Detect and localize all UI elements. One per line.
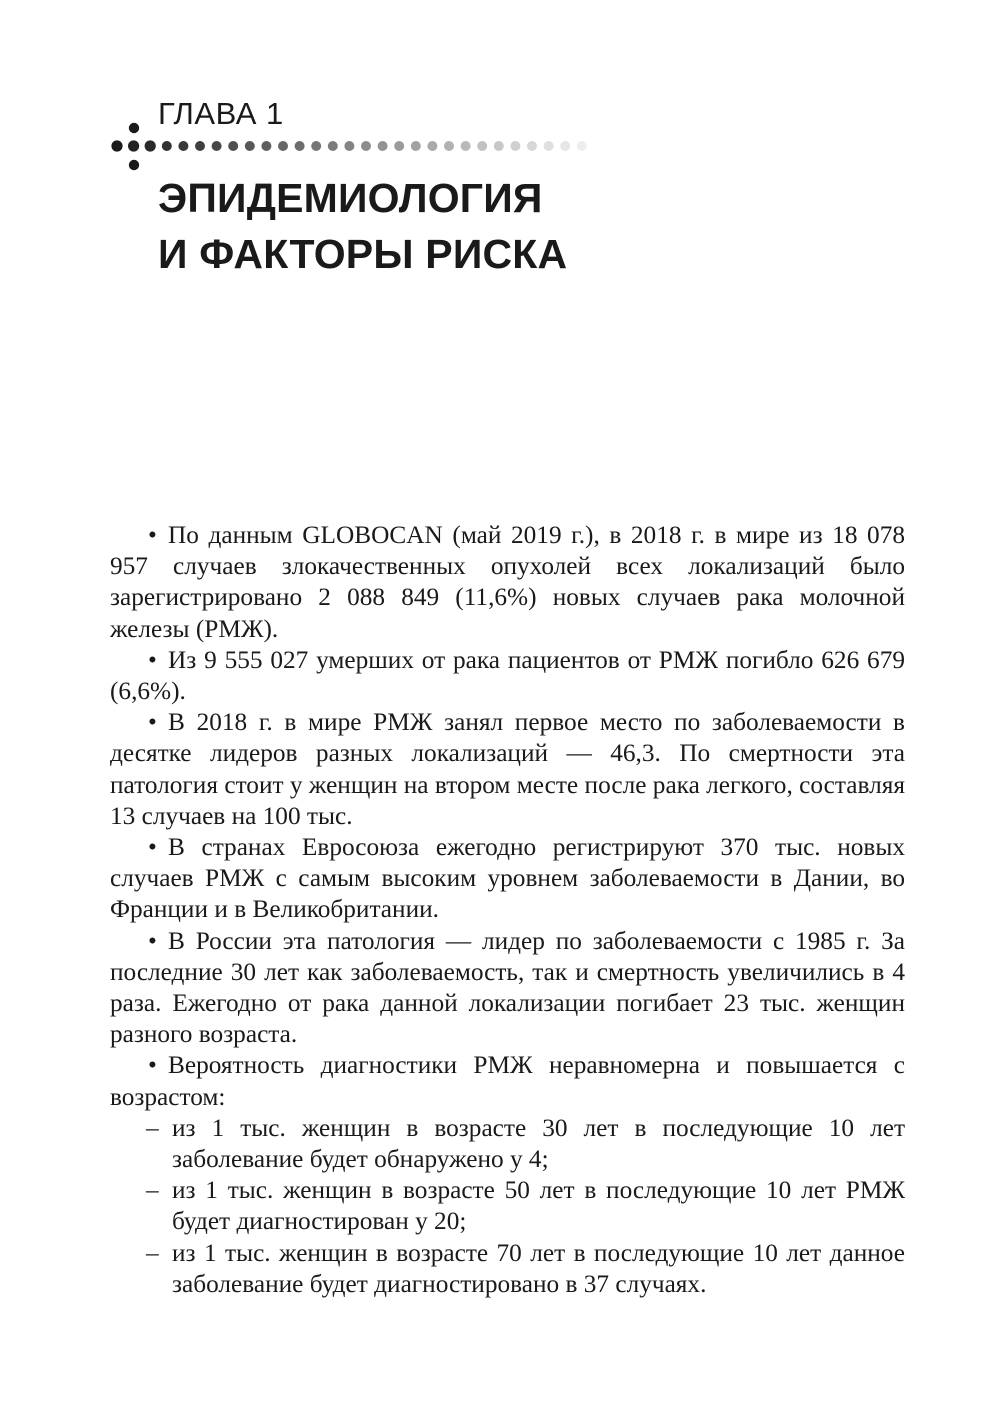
- ornament-dot: [394, 141, 404, 151]
- ornament-dot: [129, 123, 139, 133]
- dash-marker: –: [146, 1176, 159, 1205]
- ornament-dot: [378, 141, 388, 151]
- ornament-dot: [311, 141, 321, 151]
- ornament-dot: [129, 160, 139, 170]
- chapter-title-line-1: ЭПИДЕМИОЛОГИЯ: [158, 175, 543, 221]
- bullet-marker: •: [148, 833, 157, 862]
- paragraph: [110, 707, 905, 832]
- ornament-dot: [278, 141, 288, 151]
- paragraph-text: Вероятность диагностики РМЖ неравномерна и повышается с возрастом:: [110, 1051, 905, 1111]
- bullet-marker: •: [148, 926, 157, 955]
- paragraph: [110, 832, 905, 926]
- ornament-dot: [527, 141, 537, 151]
- body-text: [110, 520, 905, 1300]
- ornament-dot: [295, 141, 305, 151]
- dash-marker: –: [146, 1113, 159, 1142]
- ornament-dot: [494, 141, 504, 151]
- dash-list-text: из 1 тыс. женщин в возрасте 50 лет в последующие 10 лет РМЖ будет диагностирован у 20;: [172, 1176, 905, 1236]
- paragraph-text: В странах Евросоюза ежегодно регистрируют 370 тыс. новых случаев РМЖ с самым высоким уровнем заболеваемости в Дании, во Франции и в Великобритании.: [110, 833, 905, 924]
- paragraph-text: Из 9 555 027 умерших от рака пациентов от РМЖ погибло 626 679 (6,6%).: [110, 645, 905, 706]
- bullet-marker: •: [148, 521, 157, 549]
- bullet-marker: •: [148, 708, 157, 737]
- ornament-dot: [427, 141, 437, 151]
- bullet-marker: •: [148, 645, 157, 674]
- ornament-dot: [228, 141, 238, 151]
- ornament-dot: [361, 141, 371, 151]
- chapter-label: ГЛАВА 1: [158, 96, 284, 131]
- paragraph-text: В России эта патология — лидер по заболеваемости с 1985 г. За последние 30 лет как заболеваемость, так и смертность увеличились в 4 раза. Ежегодно от рака данной локализации погибает 23 тыс. женщин разного возраста.: [110, 926, 905, 1049]
- ornament-dot: [212, 141, 222, 151]
- paragraph-text: В 2018 г. в мире РМЖ занял первое место по заболеваемости в десятке лидеров разных локализаций — 46,3. По смертности эта патология стоит у женщин на втором месте после рака легкого, составляя 13 случаев на 100 тыс.: [110, 708, 905, 830]
- ornament-dot: [444, 141, 454, 151]
- ornament-dot: [111, 140, 122, 151]
- ornament-dot: [477, 141, 487, 151]
- paragraph: [110, 1050, 905, 1112]
- ornament-dot: [510, 141, 520, 151]
- bullet-marker: •: [148, 1051, 157, 1080]
- ornament-dot: [577, 141, 587, 151]
- ornament-dot: [145, 140, 156, 151]
- paragraph: [110, 645, 905, 707]
- ornament-dot: [261, 141, 271, 151]
- ornament-dot: [245, 141, 255, 151]
- dash-list-item: [146, 1113, 905, 1175]
- ornament-dot: [128, 140, 139, 151]
- ornament-dot: [544, 141, 554, 151]
- dash-list-item: [146, 1175, 905, 1237]
- ornament-dot: [195, 141, 205, 151]
- dash-list-text: из 1 тыс. женщин в возрасте 70 лет в последующие 10 лет данное заболевание будет диагностировано в 37 случаях.: [172, 1238, 905, 1298]
- dash-marker: –: [146, 1238, 159, 1267]
- paragraph: [110, 520, 905, 645]
- ornament-dot: [560, 141, 570, 151]
- chapter-title-line-2: И ФАКТОРЫ РИСКА: [158, 231, 568, 277]
- paragraph-text: По данным GLOBOCAN (май 2019 г.), в 2018 г. в мире из 18 078 957 случаев злокачественных опухолей всех локализаций было зарегистрировано 2 088 849 (11,6%) новых случаев рака молочной железы (РМЖ).: [110, 521, 905, 643]
- paragraph: [110, 926, 905, 1051]
- dash-list-text: из 1 тыс. женщин в возрасте 30 лет в последующие 10 лет заболевание будет обнаружено у 4;: [172, 1113, 905, 1174]
- chapter-title: [158, 170, 567, 282]
- ornament-dot: [162, 141, 172, 151]
- ornament-dot: [344, 141, 354, 151]
- ornament-dot: [461, 141, 471, 151]
- ornament-dot: [178, 141, 188, 151]
- dash-list-item: [146, 1238, 905, 1300]
- ornament-dot: [328, 141, 338, 151]
- ornament-dot: [411, 141, 421, 151]
